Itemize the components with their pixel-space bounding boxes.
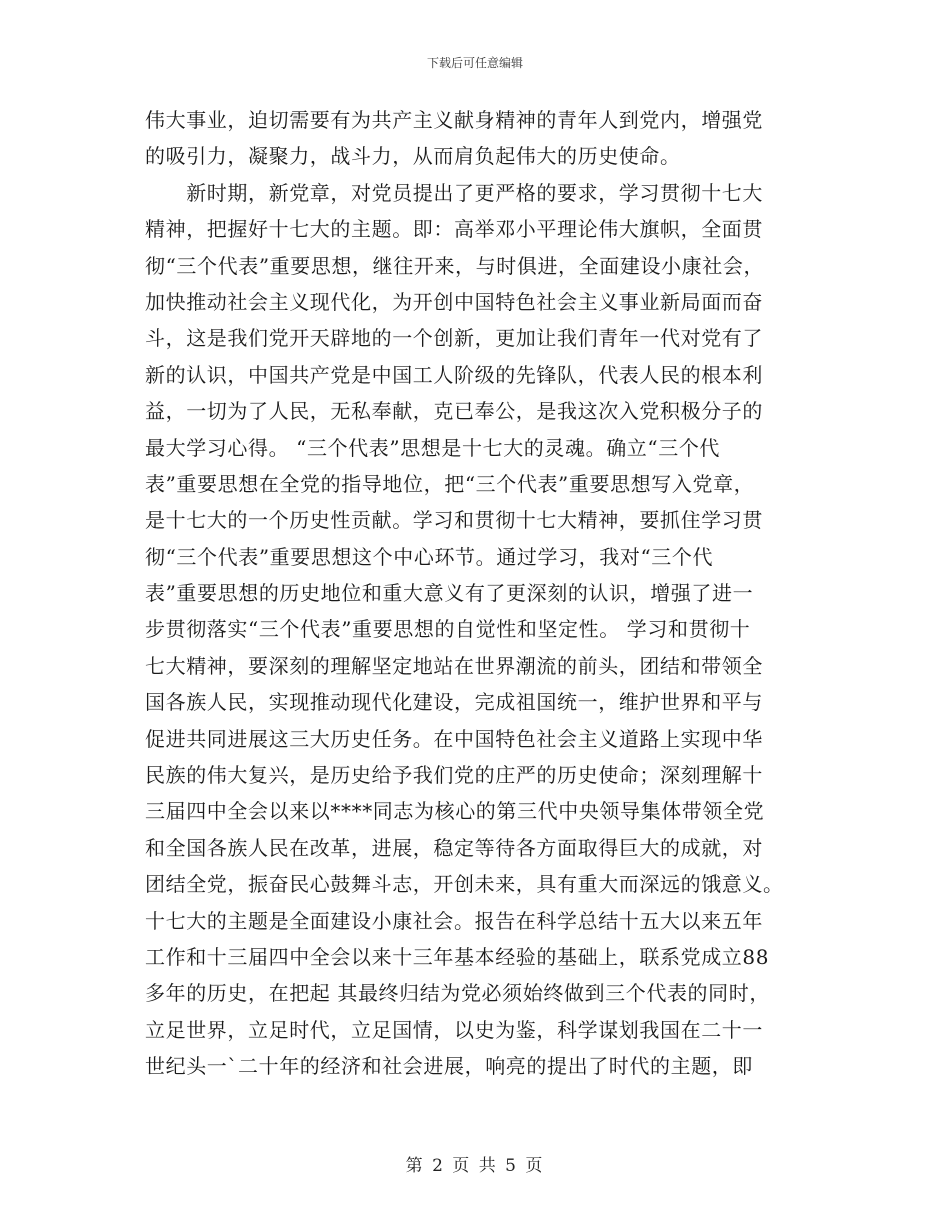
text-line: 最大学习心得。 “三个代表”思想是十七大的灵魂。确立“三个代 xyxy=(145,435,721,460)
page-number-indicator: 第 2 页 共 5 页 xyxy=(405,1156,545,1176)
text-line: 促进共同进展这三大历史任务。在中国特色社会主义道路上实现中华 xyxy=(145,726,763,751)
text-line: 新的认识，中国共产党是中国工人阶级的先锋队，代表人民的根本利 xyxy=(145,362,763,387)
text-line: 的吸引力，凝聚力，战斗力，从而肩负起伟大的历史使命。 xyxy=(145,144,681,169)
text-line: 和全国各族人民在改革，进展，稳定等待各方面取得巨大的成就，对 xyxy=(145,835,763,860)
text-line: 步贯彻落实“三个代表”重要思想的自觉性和坚定性。 学习和贯彻十 xyxy=(145,617,751,642)
text-line: 多年的历史，在把起 其最终归结为党必须始终做到三个代表的同时， xyxy=(145,981,770,1006)
text-line: 彻“三个代表”重要思想，继往开来，与时俱进，全面建设小康社会， xyxy=(145,253,765,278)
text-line: 世纪头一`二十年的经济和社会进展，响亮的提出了时代的主题，即 xyxy=(145,1054,753,1079)
page-header-note: 下载后可任意编辑 xyxy=(426,56,523,70)
text-line: 益，一切为了人民，无私奉献，克已奉公，是我这次入党积极分子的 xyxy=(145,399,763,424)
text-line: 是十七大的一个历史性贡献。学习和贯彻十七大精神，要抓住学习贯 xyxy=(145,508,763,533)
text-line: 七大精神，要深刻的理解坚定地站在世界潮流的前头，团结和带领全 xyxy=(145,653,763,678)
text-line: 彻“三个代表”重要思想这个中心环节。通过学习，我对“三个代 xyxy=(145,544,714,569)
text-line: 伟大事业，迫切需要有为共产主义献身精神的青年人到党内，增强党 xyxy=(145,108,763,132)
text-line: 表”重要思想在全党的指导地位，把“三个代表”重要思想写入党章， xyxy=(145,471,755,496)
text-line: 精神，把握好十七大的主题。即：高举邓小平理论伟大旗帜，全面贯 xyxy=(145,217,763,242)
text-line: 新时期，新党章，对党员提出了更严格的要求，学习贯彻十七大 xyxy=(145,180,763,205)
text-line: 国各族人民，实现推动现代化建设，完成祖国统一，维护世界和平与 xyxy=(145,690,763,715)
text-line: 立足世界，立足时代，立足国情，以史为鉴，科学谋划我国在二十一 xyxy=(145,1017,763,1042)
text-line: 团结全党，振奋民心鼓舞斗志，开创未来，具有重大而深远的饿意义。 xyxy=(145,872,784,897)
text-line: 表”重要思想的历史地位和重大意义有了更深刻的认识，增强了进一 xyxy=(145,581,754,606)
text-line: 民族的伟大复兴，是历史给予我们党的庄严的历史使命；深刻理解十 xyxy=(145,763,763,788)
text-line: 斗，这是我们党开天辟地的一个创新，更加让我们青年一代对党有了 xyxy=(145,326,763,351)
text-line: 三届四中全会以来以****同志为核心的第三代中央领导集体带领全党 xyxy=(145,799,765,824)
text-line: 加快推动社会主义现代化，为开创中国特色社会主义事业新局面而奋 xyxy=(145,289,763,314)
text-line: 十七大的主题是全面建设小康社会。报告在科学总结十五大以来五年 xyxy=(145,908,763,933)
text-line: 工作和十三届四中全会以来十三年基本经验的基础上，联系党成立88 xyxy=(145,944,770,969)
document-body xyxy=(145,102,810,1085)
